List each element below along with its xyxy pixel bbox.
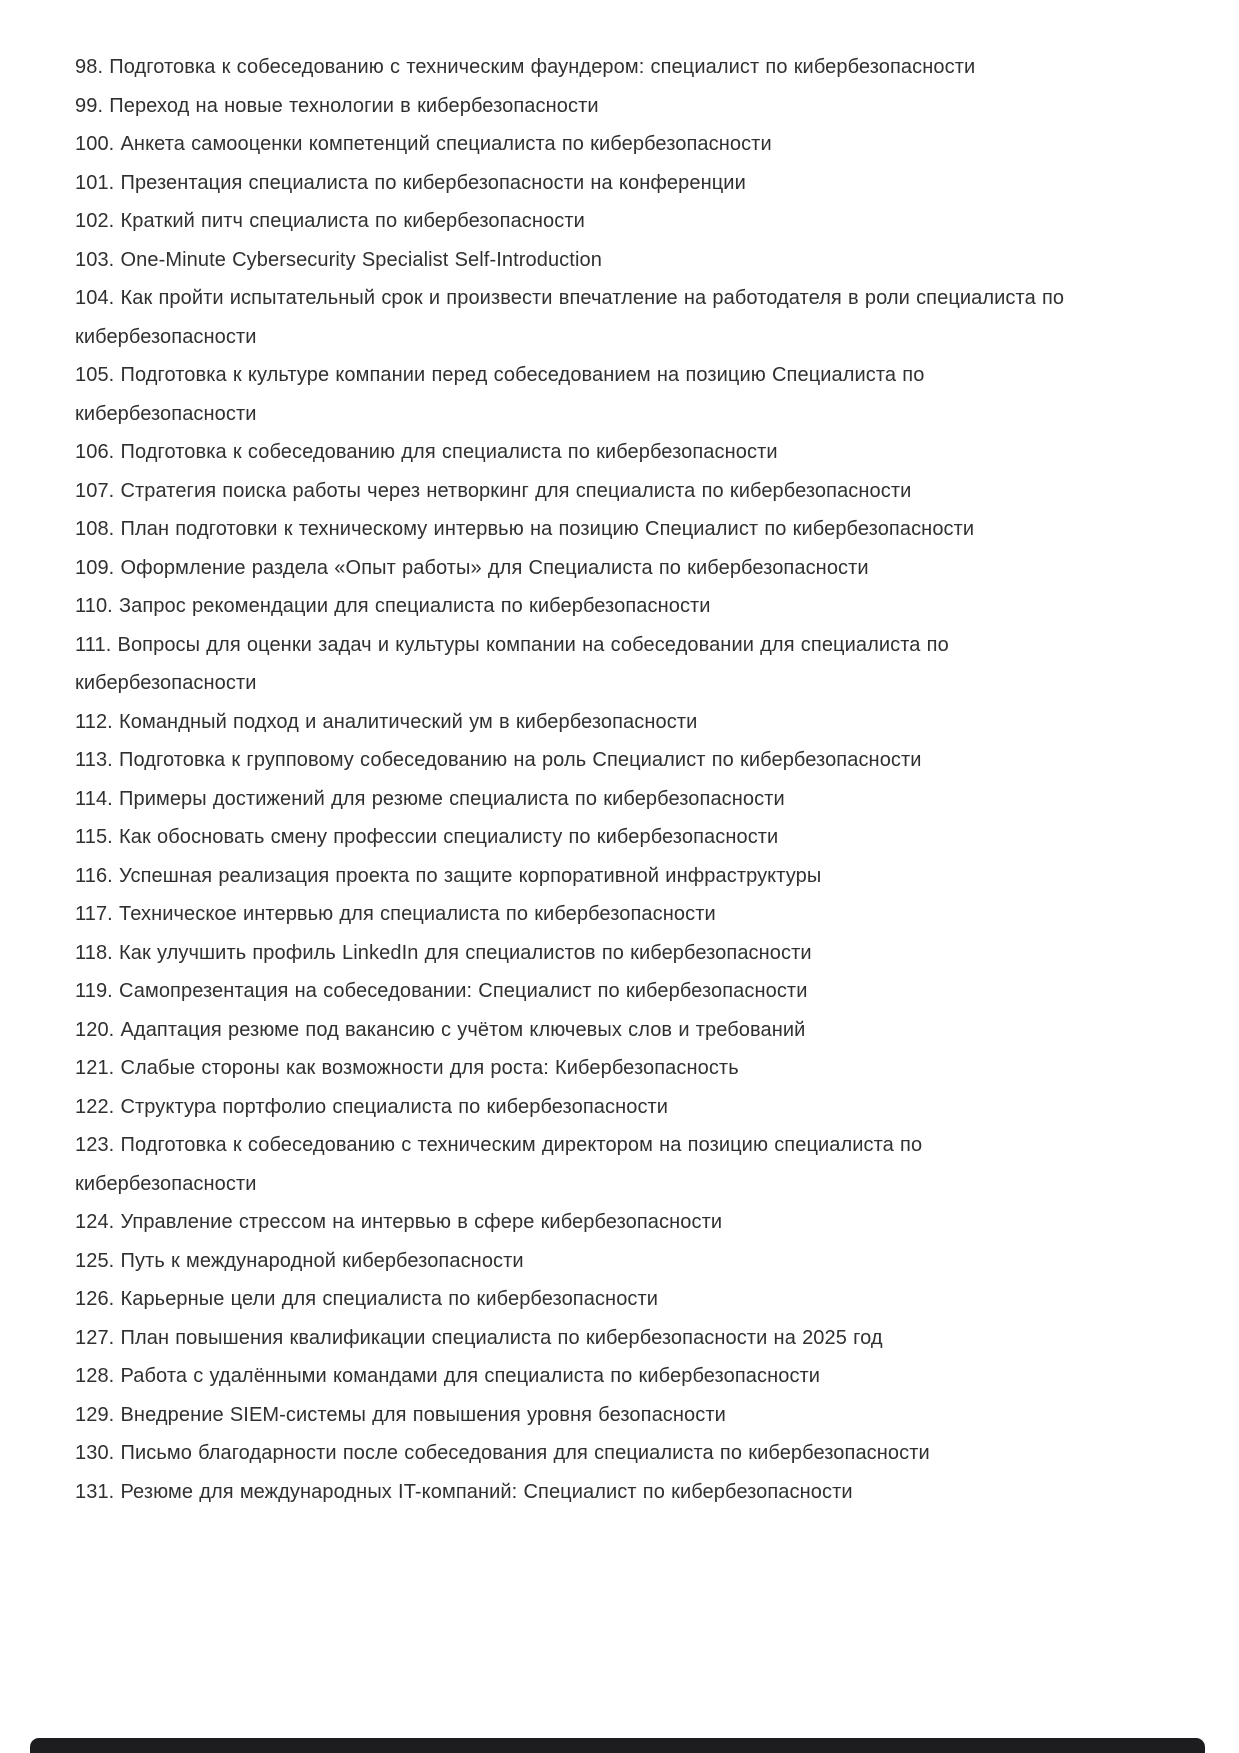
list-item: 124. Управление стрессом на интервью в сфере кибербезопасности [75,1211,723,1233]
list-item: 100. Анкета самооценки компетенций специалиста по кибербезопасности [75,133,772,155]
list-item: 99. Переход на новые технологии в кибербезопасности [75,94,599,117]
list-item: 98. Подготовка к собеседованию с техническим фаундером: специалист по кибербезопасности [75,56,976,78]
list-item: 106. Подготовка к собеседованию для специалиста по кибербезопасности [75,441,778,463]
list-item: 108. План подготовки к техническому интервью на позицию Специалист по кибербезопасности [75,518,975,540]
list-item: 131. Резюме для международных IT-компаний: Специалист по кибербезопасности [75,1480,853,1503]
list-item: 112. Командный подход и аналитический ум в кибербезопасности [75,710,698,733]
list-item: 117. Техническое интервью для специалиста по кибербезопасности [75,903,716,925]
list-item: 121. Слабые стороны как возможности для роста: Кибербезопасность [75,1057,739,1079]
list-item: 114. Примеры достижений для резюме специалиста по кибербезопасности [75,787,785,810]
list-item: 120. Адаптация резюме под вакансию с учётом ключевых слов и требований [75,1018,806,1041]
list-item: 113. Подготовка к групповому собеседованию на роль Специалист по кибербезопасности [75,749,922,771]
list-item: 107. Стратегия поиска работы через нетворкинг для специалиста по кибербезопасности [75,479,912,502]
list-item: 101. Презентация специалиста по кибербезопасности на конференции [75,171,746,194]
list-item: 123. Подготовка к собеседованию с техническим директором на позицию специалиста по кибербезопасности [75,1134,923,1195]
list-item: 118. Как улучшить профиль LinkedIn для специалистов по кибербезопасности [75,941,812,964]
list-item: 116. Успешная реализация проекта по защите корпоративной инфраструктуры [75,864,822,887]
list-item: 130. Письмо благодарности после собеседования для специалиста по кибербезопасности [75,1442,930,1464]
list-item: 104. Как пройти испытательный срок и произвести впечатление на работодателя в роли специалиста по кибербезопасности [75,287,1065,348]
list-item: 129. Внедрение SIEM-системы для повышения уровня безопасности [75,1403,726,1426]
list-item: 110. Запрос рекомендации для специалиста по кибербезопасности [75,595,711,617]
list-item: 122. Структура портфолио специалиста по кибербезопасности [75,1095,669,1118]
list-item: 103. One-Minute Cybersecurity Specialist Self-Introduction [75,248,602,271]
list-item: 126. Карьерные цели для специалиста по кибербезопасности [75,1288,659,1310]
list-item: 125. Путь к международной кибербезопасности [75,1249,524,1272]
list-item: 128. Работа с удалёнными командами для специалиста по кибербезопасности [75,1365,821,1387]
list-item: 105. Подготовка к культуре компании перед собеседованием на позицию Специалиста по кибербезопасности [75,364,925,425]
list-item: 102. Краткий питч специалиста по кибербезопасности [75,210,585,232]
bottom-bar [30,1738,1205,1753]
list-item: 127. План повышения квалификации специалиста по кибербезопасности на 2025 год [75,1326,883,1349]
list-item: 119. Самопрезентация на собеседовании: Специалист по кибербезопасности [75,980,808,1002]
list-item: 115. Как обосновать смену профессии специалисту по кибербезопасности [75,826,779,848]
list-item: 111. Вопросы для оценки задач и культуры компании на собеседовании для специалиста по кибербезопасности [75,633,949,694]
list-item: 109. Оформление раздела «Опыт работы» для Специалиста по кибербезопасности [75,556,869,579]
